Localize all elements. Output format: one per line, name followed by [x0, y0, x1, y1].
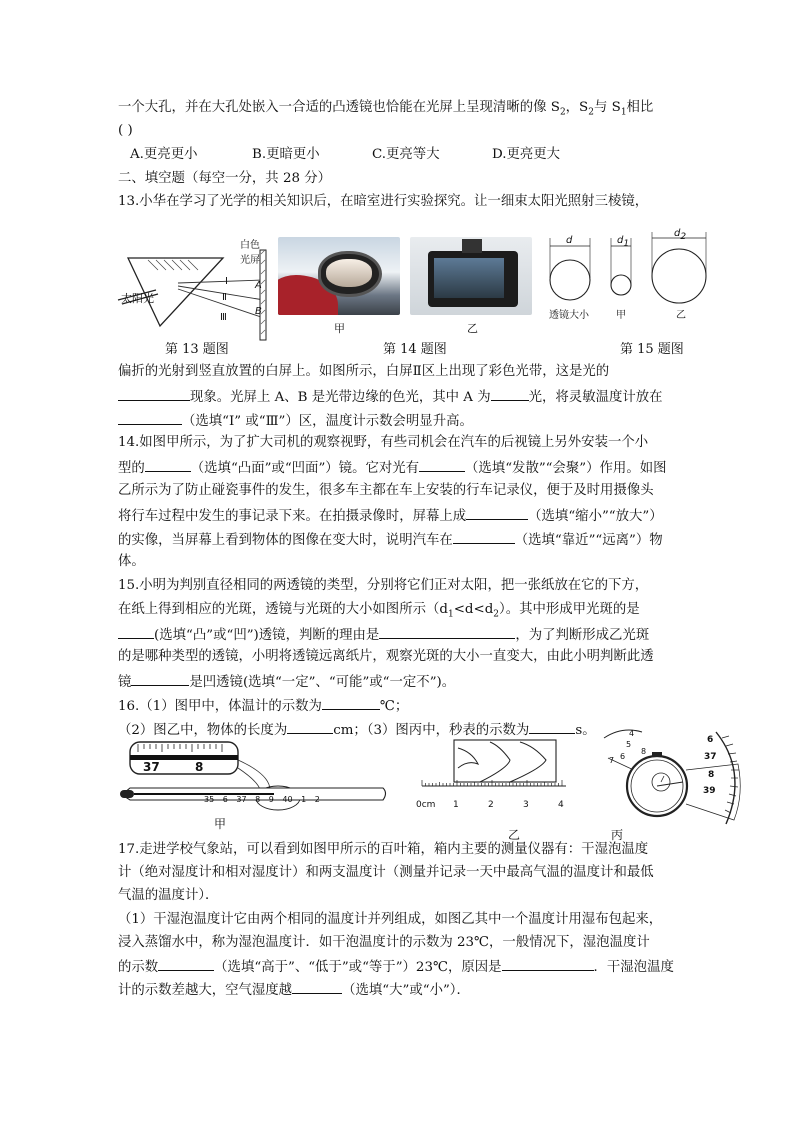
q14-blank-1[interactable]: [145, 457, 191, 472]
q12-option-b: B.更暗更小: [252, 147, 320, 162]
fig14-mirror-photo: [278, 237, 400, 315]
fig13-zone-iii: Ⅲ: [220, 312, 227, 323]
q17-line6: 的示数 （选填“高于”、“低于”或“等于”）23℃，原因是 ．干湿泡温度: [118, 956, 674, 978]
dashcam-body: [428, 251, 518, 307]
q13-line2: 偏折的光射到竖直放置的白屏上。如图所示，白屏Ⅱ区上出现了彩色光带，这是光的: [118, 364, 610, 379]
q14-line5: 的实像，当屏幕上看到物体的图像在变大时，说明汽车在 （选填“靠近”“远离”）物: [118, 529, 663, 551]
q12-option-a: A.更亮更小: [130, 147, 198, 162]
fig16-therm-zoom-37: 37: [143, 760, 160, 774]
fig16-therm-scale: 35 6 37 8 9 40 1 2: [204, 795, 320, 804]
q13-line4: （选填“Ⅰ” 或“Ⅲ”）区，温度计示数会明显升高。: [118, 410, 473, 432]
fig16-watch-big-6: 6: [707, 735, 714, 745]
fig16-watch-small-6: 6: [620, 752, 626, 761]
q17-blank-2[interactable]: [502, 956, 594, 971]
fig16-watch-big-37: 37: [704, 752, 717, 762]
q17-line5: 浸入蒸馏水中，称为湿泡温度计．如干泡温度计的示数为 23℃，一般情况下，湿泡温度计: [118, 935, 650, 950]
fig13-sunlight-label: 太阳光: [121, 292, 154, 305]
fig15-d-label: d: [566, 235, 573, 246]
fig16-watch-big-39: 39: [703, 786, 716, 796]
fig16-ruler-tick-2: 2: [488, 800, 494, 810]
fig16-ruler-diagram: [418, 738, 568, 808]
q12-option-d: D.更亮更大: [492, 147, 561, 162]
q14-blank-2[interactable]: [419, 457, 465, 472]
q17-line3: 气温的温度计）．: [118, 888, 219, 903]
q13-blank-3[interactable]: [118, 410, 182, 425]
section-title: 二、填空题（每空一分，共 28 分）: [118, 171, 332, 186]
fig13-zone-ii: Ⅱ: [222, 292, 227, 303]
q16-blank-3[interactable]: [529, 719, 575, 734]
fig16-watch-small-8: 8: [641, 747, 647, 756]
q13-line1: 13.小华在学习了光学的相关知识后，在暗室进行实验探究。让一细束太阳光照射三棱镜，: [118, 194, 649, 209]
fig15-caption: 第 15 题图: [620, 342, 684, 357]
q14-line4: 将行车过程中发生的事记录下来。在拍摄录像时，屏幕上成 （选填“缩小”“放大”）: [118, 505, 663, 527]
mirror-shape: [318, 251, 382, 297]
fig13-caption: 第 13 题图: [165, 342, 229, 357]
q14-line2: 型的 （选填“凸面”或“凹面”）镜。它对光有 （选填“发散”“会聚”）作用。如图: [118, 457, 667, 479]
fig16-label-bing: 丙: [611, 828, 624, 842]
fig16-watch-small-5: 5: [626, 740, 632, 749]
q12-line1: 一个大孔，并在大孔处嵌入一合适的凸透镜也恰能在光屏上呈现清晰的像 $S_2$，$S_2$与 $S_1$相比: [118, 100, 654, 118]
q12-answer-paren: ( ): [118, 123, 133, 138]
fig13-point-a: A: [255, 280, 262, 291]
q15-blank-2[interactable]: [379, 624, 515, 639]
fig16-watch-big-8: 8: [708, 770, 715, 780]
q17-line7: 计的示数差越大，空气湿度越 （选填“大”或“小”）．: [118, 979, 470, 1001]
fig15-d2-label: $d_2$: [674, 228, 687, 242]
q14-blank-3[interactable]: [466, 505, 528, 520]
fig16-ruler-tick-1: 1: [453, 800, 459, 810]
q17-blank-1[interactable]: [158, 956, 214, 971]
q15-blank-3[interactable]: [131, 671, 189, 686]
q14-line1: 14.如图甲所示，为了扩大司机的观察视野，有些司机会在汽车的后视镜上另外安装一个小: [118, 435, 649, 450]
fig16-label-yi: 乙: [508, 828, 521, 842]
fig14-label-jia: 甲: [334, 322, 345, 335]
fig16-stopwatch-diagram: [598, 724, 746, 832]
q13-blank-2[interactable]: [491, 386, 529, 401]
q16-blank-1[interactable]: [322, 695, 380, 710]
q17-line2: 计（绝对湿度计和相对湿度计）和两支温度计（测量并记录一天中最高气温的温度计和最低: [118, 865, 654, 880]
fig16-ruler-tick-4: 4: [558, 800, 564, 810]
q13-blank-1[interactable]: [118, 386, 190, 401]
fig15-lens-size-label: 透镜大小: [549, 310, 589, 321]
q15-line4: 的是哪种类型的透镜，小明将透镜远离纸片，观察光斑的大小一直变大，由此小明判断此透: [118, 649, 654, 664]
fig14-label-yi: 乙: [467, 322, 478, 335]
fig16-ruler-tick-3: 3: [523, 800, 529, 810]
fig14-caption: 第 14 题图: [383, 342, 447, 357]
q14-blank-4[interactable]: [453, 529, 515, 544]
q15-line2: 在纸上得到相应的光斑，透镜与光斑的大小如图所示$(d_1<d<d_2)$。其中形成甲光斑的是: [118, 602, 640, 620]
q14-line3: 乙所示为了防止碰瓷事件的发生，很多车主都在车上安装的行车记录仪，便于及时用摄像头: [118, 483, 654, 498]
fig15-label-yi: 乙: [676, 310, 686, 321]
fig15-d1-label: $d_1$: [617, 235, 630, 249]
fig16-ruler-tick-0: 0cm: [416, 800, 436, 810]
q17-line4: （1）干湿泡温度计它由两个相同的温度计并列组成，如图乙其中一个温度计用湿布包起来，: [118, 912, 663, 927]
q15-blank-1[interactable]: [118, 624, 154, 639]
q17-blank-3[interactable]: [292, 979, 342, 994]
q15-line3: (选填“凸”或“凹”)透镜，判断的理由是 ，为了判断形成乙光斑: [118, 624, 649, 646]
q16-line1: 16.（1）图甲中，体温计的示数为 ℃；: [118, 695, 408, 717]
q17-line1: 17.走进学校气象站，可以看到如图甲所示的百叶箱，箱内主要的测量仪器有：干湿泡温度: [118, 842, 649, 857]
q16-line2: （2）图乙中，物体的长度为 cm；（3）图丙中，秒表的示数为 s。: [118, 719, 596, 741]
q12-option-c: C.更亮等大: [372, 147, 440, 162]
fig13-screen-label: 白色 光屏: [240, 240, 260, 266]
fig15-label-jia: 甲: [616, 310, 626, 321]
q13-line3: 现象。光屏上 A、B 是光带边缘的色光，其中 A 为 光，将灵敏温度计放在: [118, 386, 663, 408]
fig16-label-jia: 甲: [214, 817, 227, 831]
fig16-thermometer-diagram: [118, 738, 388, 818]
q16-blank-2[interactable]: [287, 719, 333, 734]
fig13-zone-i: Ⅰ: [225, 276, 228, 287]
q14-line6: 体。: [118, 554, 145, 569]
fig13-point-b: B: [255, 306, 262, 317]
fig16-watch-small-7: 7: [609, 756, 615, 765]
fig16-watch-small-4: 4: [629, 729, 635, 738]
q15-line5: 镜 是凹透镜(选填“一定”、“可能”或“一定不”)。: [118, 671, 455, 693]
fig16-therm-zoom-8: 8: [195, 760, 204, 774]
q15-line1: 15.小明为判别直径相同的两透镜的类型，分别将它们正对太阳，把一张纸放在它的下方，: [118, 578, 649, 593]
fig14-dashcam-photo: [410, 237, 532, 315]
